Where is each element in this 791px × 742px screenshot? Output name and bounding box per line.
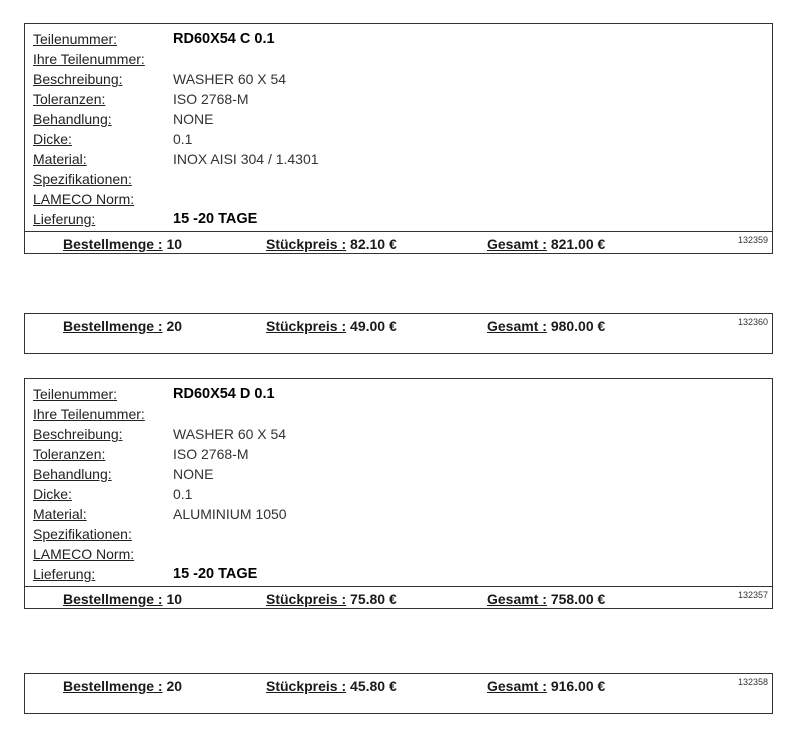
price-line-id: 132360 [737,317,768,327]
your-part-number-label: Ihre Teilenummer: [33,51,145,67]
tolerances-label: Toleranzen: [33,446,106,462]
order-qty-label: Bestellmenge : [63,236,163,252]
tolerances-value: ISO 2768-M [173,446,249,462]
lameco-norm-label: LAMECO Norm: [33,191,135,207]
total-label: Gesamt : [487,318,547,334]
unit-price-group [266,236,397,252]
tolerances-value: ISO 2768-M [173,91,249,107]
treatment-label: Behandlung: [33,466,112,482]
part-number-value: RD60X54 C 0.1 [173,31,275,47]
part-number-label: Teilenummer: [33,31,118,47]
order-qty-label: Bestellmenge : [63,678,163,694]
description-value: WASHER 60 X 54 [173,426,287,442]
order-qty-value: 10 [166,236,183,252]
order-qty-group [63,318,182,334]
item-details-box [24,378,773,609]
part-number-label: Teilenummer: [33,386,118,402]
price-line-box [24,673,773,714]
order-qty-value: 20 [166,318,183,334]
divider [25,231,772,232]
order-qty-label: Bestellmenge : [63,591,163,607]
treatment-label: Behandlung: [33,111,112,127]
material-label: Material: [33,506,87,522]
item-details-box [24,23,773,254]
order-qty-group [63,591,182,607]
unit-price-value: 82.10 € [350,236,397,252]
order-qty-group [63,236,182,252]
unit-price-group [266,678,397,694]
unit-price-value: 75.80 € [350,591,397,607]
divider [25,586,772,587]
total-group [487,236,605,252]
unit-price-group [266,318,397,334]
total-value: 980.00 € [550,318,606,334]
delivery-value: 15 -20 TAGE [173,211,258,227]
treatment-value: NONE [173,111,214,127]
thickness-label: Dicke: [33,131,72,147]
total-label: Gesamt : [487,591,547,607]
description-value: WASHER 60 X 54 [173,71,287,87]
total-group [487,318,605,334]
price-line-id: 132357 [737,590,768,600]
material-value: ALUMINIUM 1050 [173,506,287,522]
unit-price-group [266,591,397,607]
delivery-value: 15 -20 TAGE [173,566,258,582]
material-label: Material: [33,151,87,167]
part-number-value: RD60X54 D 0.1 [173,386,275,402]
order-qty-label: Bestellmenge : [63,318,163,334]
delivery-label: Lieferung: [33,566,96,582]
total-label: Gesamt : [487,236,547,252]
total-value: 821.00 € [550,236,606,252]
description-label: Beschreibung: [33,71,123,87]
tolerances-label: Toleranzen: [33,91,106,107]
thickness-label: Dicke: [33,486,72,502]
lameco-norm-label: LAMECO Norm: [33,546,135,562]
unit-price-label: Stückpreis : [266,318,347,334]
your-part-number-label: Ihre Teilenummer: [33,406,145,422]
total-value: 758.00 € [550,591,606,607]
treatment-value: NONE [173,466,214,482]
price-line-id: 132358 [737,677,768,687]
specifications-label: Spezifikationen: [33,526,132,542]
order-qty-value: 10 [166,591,183,607]
thickness-value: 0.1 [173,131,193,147]
delivery-label: Lieferung: [33,211,96,227]
unit-price-label: Stückpreis : [266,591,347,607]
description-label: Beschreibung: [33,426,123,442]
unit-price-label: Stückpreis : [266,236,347,252]
total-label: Gesamt : [487,678,547,694]
specifications-label: Spezifikationen: [33,171,132,187]
order-qty-value: 20 [166,678,183,694]
total-group [487,591,605,607]
price-line-id: 132359 [737,235,768,245]
total-group [487,678,605,694]
order-qty-group [63,678,182,694]
unit-price-value: 45.80 € [350,678,397,694]
thickness-value: 0.1 [173,486,193,502]
price-line-box [24,313,773,354]
unit-price-label: Stückpreis : [266,678,347,694]
total-value: 916.00 € [550,678,606,694]
unit-price-value: 49.00 € [350,318,397,334]
material-value: INOX AISI 304 / 1.4301 [173,151,319,167]
